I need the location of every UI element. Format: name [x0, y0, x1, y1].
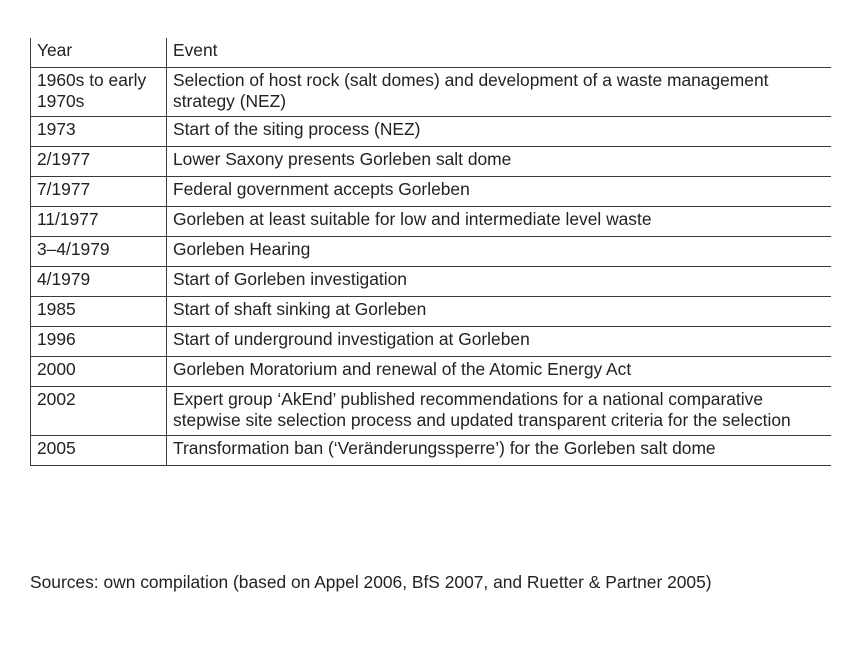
table-header-row [31, 38, 831, 68]
year-cell: 2/1977 [31, 147, 167, 177]
year-cell: 1996 [31, 327, 167, 357]
year-cell: 4/1979 [31, 267, 167, 297]
event-cell: Lower Saxony presents Gorleben salt dome [167, 147, 831, 177]
event-cell: Start of the siting process (NEZ) [167, 117, 831, 147]
event-cell: Expert group ‘AkEnd’ published recommendations for a national comparative stepwise site selection process and updated transparent criteria for the selection [167, 387, 831, 436]
table-row [31, 357, 831, 387]
year-cell: 3–4/1979 [31, 237, 167, 267]
table-row [31, 237, 831, 267]
year-cell: 2002 [31, 387, 167, 436]
event-cell: Start of Gorleben investigation [167, 267, 831, 297]
table-row [31, 117, 831, 147]
sources-note: Sources: own compilation (based on Appel 2006, BfS 2007, and Ruetter & Partner 2005) [30, 572, 712, 592]
timeline-table [30, 38, 831, 466]
year-cell: 2005 [31, 436, 167, 466]
table-row [31, 267, 831, 297]
year-cell: 1985 [31, 297, 167, 327]
event-cell: Gorleben at least suitable for low and intermediate level waste [167, 207, 831, 237]
table-row [31, 436, 831, 466]
table-row [31, 327, 831, 357]
year-cell: 2000 [31, 357, 167, 387]
table-row [31, 68, 831, 117]
table-row [31, 297, 831, 327]
table-row [31, 207, 831, 237]
year-cell: 1973 [31, 117, 167, 147]
event-cell: Start of shaft sinking at Gorleben [167, 297, 831, 327]
event-cell: Gorleben Hearing [167, 237, 831, 267]
year-cell: 7/1977 [31, 177, 167, 207]
year-column-header: Year [31, 38, 167, 68]
event-cell: Transformation ban (‘Veränderungssperre’) for the Gorleben salt dome [167, 436, 831, 466]
table-row [31, 387, 831, 436]
table-row [31, 177, 831, 207]
table-row [31, 147, 831, 177]
event-cell: Federal government accepts Gorleben [167, 177, 831, 207]
year-cell: 1960s to early 1970s [31, 68, 167, 117]
event-cell: Gorleben Moratorium and renewal of the Atomic Energy Act [167, 357, 831, 387]
year-cell: 11/1977 [31, 207, 167, 237]
event-cell: Start of underground investigation at Gorleben [167, 327, 831, 357]
event-column-header: Event [167, 38, 831, 68]
event-cell: Selection of host rock (salt domes) and development of a waste management strategy (NEZ) [167, 68, 831, 117]
